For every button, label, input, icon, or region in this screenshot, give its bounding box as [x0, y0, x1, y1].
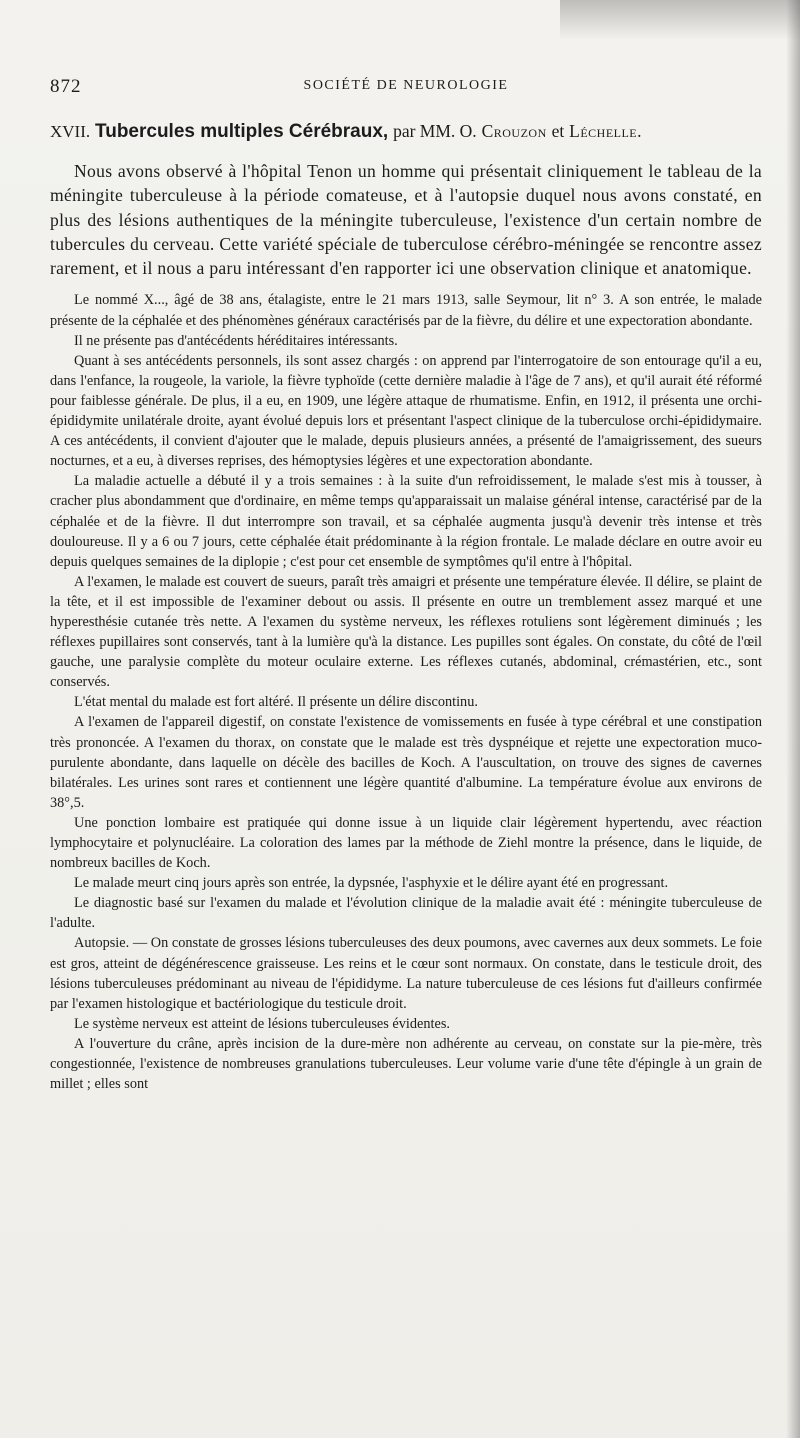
paragraph: Le diagnostic basé sur l'examen du malade et l'évolution clinique de la maladie avait été : méningite tuberculeuse de l'adulte. [50, 895, 762, 932]
paragraph: Quant à ses antécédents personnels, ils sont assez chargés : on apprend par l'interrogatoire de son entourage qu'il a eu, dans l'enfance, la rougeole, la variole, la fièvre typhoïde (cette dernière maladie à l'âge de 7 ans), et qu'il aurait été réformé pour faiblesse générale. De plus, il a eu, en 1909, une légère attaque de rhumatisme. Enfin, en 1912, il présenta une orchi-épididymite unilatérale droite, ayant évolué depuis lors et présentant l'aspect clinique de la tuberculose orchi-épididymaire. A ces antécédents, il convient d'ajouter que le malade, depuis plusieurs années, a présenté de l'amaigrissement, des sueurs nocturnes, et a eu, à diverses reprises, des hémoptysies légères et une expectoration abondante. [50, 352, 762, 470]
article [50, 118, 762, 1094]
page-header [50, 76, 762, 104]
running-head: SOCIÉTÉ DE NEUROLOGIE [303, 78, 509, 93]
paragraph: Il ne présente pas d'antécédents héréditaires intéressants. [74, 332, 398, 349]
page-number: 872 [50, 76, 82, 97]
author-conjunction: et [551, 121, 565, 141]
paragraph: L'état mental du malade est fort altéré. Il présente un délire discontinu. [74, 694, 478, 711]
author-lechelle: Léchelle. [569, 121, 643, 141]
article-byline: par MM. O. [393, 121, 477, 141]
paragraph: A l'examen de l'appareil digestif, on constate l'existence de vomissements en fusée à type cérébral et une constipation très prononcée. A l'examen du thorax, on constate que le malade est très dyspnéique et rejette une expectoration muco-purulente abondante, dans laquelle on décèle des bacilles de Koch. A l'auscultation, on trouve des signes de cavernes bilatérales. Les urines sont rares et contiennent une légère quantité d'albumine. La température évolue aux environs de 38°,5. [50, 714, 762, 811]
intro-section [50, 159, 762, 280]
article-title-main: Tubercules multiples Cérébraux, [95, 121, 389, 142]
paragraph: Le système nerveux est atteint de lésions tuberculeuses évidentes. [74, 1015, 450, 1032]
paragraph-autopsie: Autopsie. — On constate de grosses lésions tuberculeuses des deux poumons, avec cavernes aux deux sommets. Le foie est gros, atteint de dégénérescence graisseuse. Les reins et le cœur sont normaux. On constate, dans le testicule droit, des lésions tuberculeuses prédominant au niveau de l'épididyme. La nature tuberculeuse de ces lésions fut d'ailleurs confirmée par l'examen histologique et bactériologique du testicule droit. [50, 935, 762, 1012]
paragraph: La maladie actuelle a débuté il y a trois semaines : à la suite d'un refroidissement, le malade s'est mis à tousser, à cracher plus abondamment que d'ordinaire, en même temps qu'apparaissait un malaise général intense, caractérisé par de la céphalée et de la fièvre. Il dut interrompre son travail, et sa céphalée augmenta jusqu'à devenir très intense et très douloureuse. Il y a 6 ou 7 jours, cette céphalée était prédominante à la région frontale. Le malade déclare en outre avoir eu depuis quelques semaines de la diplopie ; c'est pour cet ensemble de symptômes qu'il entre à l'hôpital. [50, 473, 762, 570]
paragraph: Le malade meurt cinq jours après son entrée, la dypsnée, l'asphyxie et le délire ayant été en progressant. [74, 875, 669, 892]
article-number: XVII. [50, 122, 91, 141]
scan-shadow-top [560, 0, 800, 40]
paragraph: Une ponction lombaire est pratiquée qui donne issue à un liquide clair légèrement hypertendu, avec réaction lymphocytaire et polynucléaire. La coloration des lames par la méthode de Ziehl montre la présence, dans le liquide, de nombreux bacilles de Koch. [50, 814, 762, 872]
paragraph: A l'examen, le malade est couvert de sueurs, paraît très amaigri et présente une température élevée. Il délire, se plaint de la tête, et il est impossible de l'examiner debout ou assis. Il présente en outre un tremblement assez marqué et une hyperesthésie cutanée très nette. A l'examen du système nerveux, les réflexes rotuliens sont légèrement diminués ; les réflexes pupillaires sont conservés, tant à la lumière qu'à la distance. Les pupilles sont égales. On constate, du côté de l'œil gauche, une paralysie complète du moteur oculaire externe. Les réflexes cutanés, abdominal, crémastérien, etc., sont conservés. [50, 573, 762, 691]
paragraph: A l'ouverture du crâne, après incision de la dure-mère non adhérente au cerveau, on constate sur la pie-mère, très congestionnée, l'existence de nombreuses granulations tuberculeuses. Leur volume varie d'une tête d'épingle à un grain de millet ; elles sont [50, 1035, 762, 1093]
scan-shadow-right [786, 0, 800, 1438]
author-crouzon: Crouzon [481, 121, 547, 141]
paragraph: Le nommé X..., âgé de 38 ans, étalagiste, entre le 21 mars 1913, salle Seymour, lit n° 3. A son entrée, le malade présente de la céphalée et des phénomènes généraux caractérisés par de la fièvre, du délire et une expectoration abondante. [50, 292, 762, 329]
article-title [50, 118, 762, 145]
case-report [50, 290, 762, 1094]
intro-paragraph: Nous avons observé à l'hôpital Tenon un homme qui présentait cliniquement le tableau de la méningite tuberculeuse à la période comateuse, et à l'autopsie duquel nous avons constaté, en plus des lésions authentiques de la méningite tuberculeuse, l'existence d'un certain nombre de tubercules du cerveau. Cette variété spéciale de tuberculose cérébro-méningée se rencontre assez rarement, et il nous a paru intéressant d'en rapporter ici une observation clinique et anatomique. [50, 161, 762, 279]
